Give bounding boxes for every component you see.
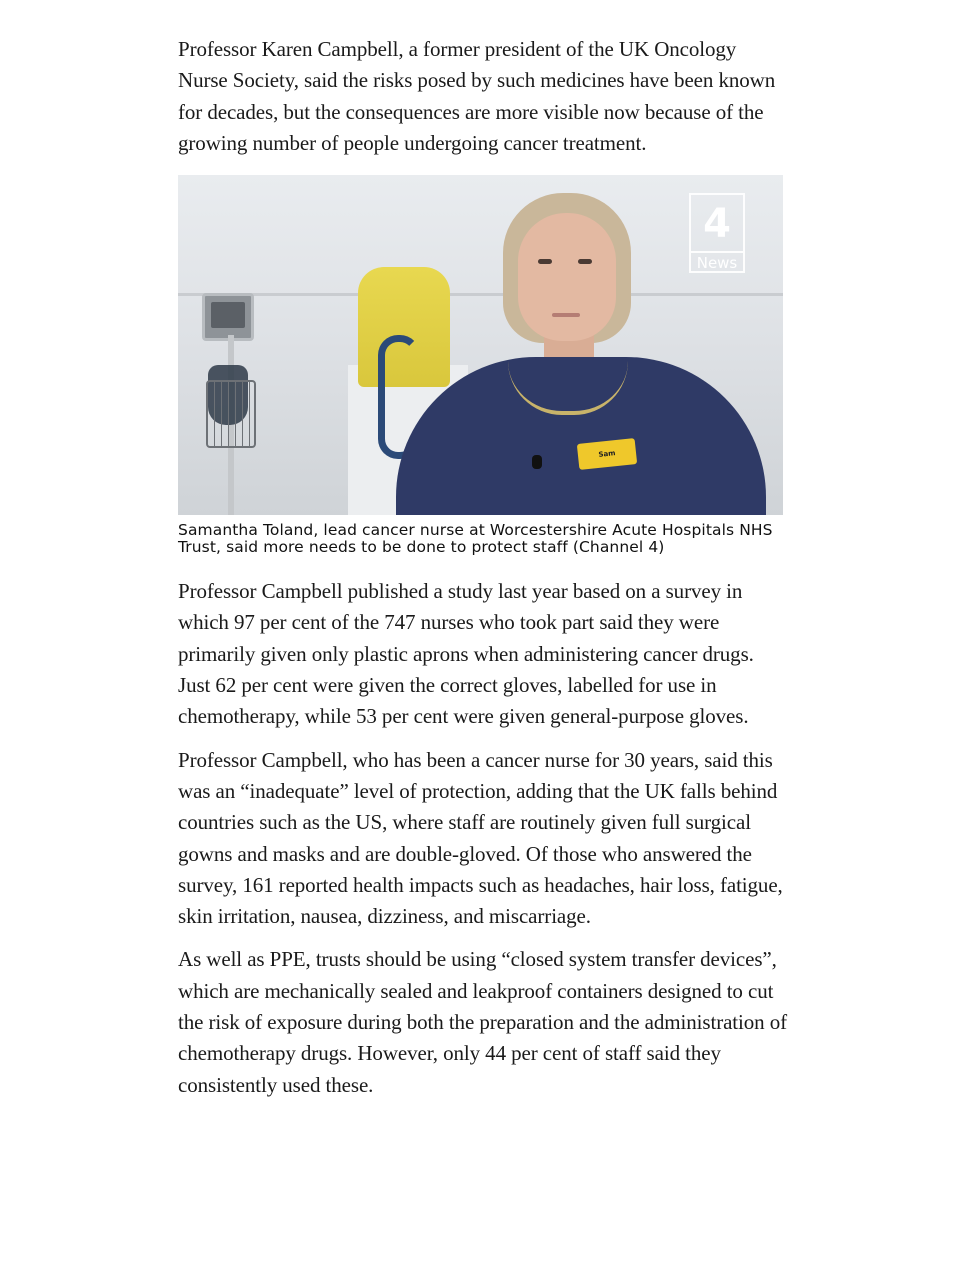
article-figure [178,175,788,556]
paragraph-ppe: As well as PPE, trusts should be using “closed system transfer devices”, which are mechanically sealed and leakproof containers designed to cut the risk of exposure during both the preparation and the administration of chemotherapy drugs. However, only 44 per cent of staff said they consistently used these. [178,947,788,1097]
channel4-news-logo [689,193,745,273]
article-body [178,34,788,1113]
logo-news-label: News [696,254,738,273]
paragraph-protection: Professor Campbell, who has been a cancer nurse for 30 years, said this was an “inadequate” level of protection, adding that the UK falls behind countries such as the US, where staff are routinely given full surgical gowns and masks and are double-gloved. Of those who answered the survey, 161 reported health impacts such as headaches, hair loss, fatigue, skin irritation, nausea, dizziness, and miscarriage. [178,747,783,929]
wall-rail [178,293,783,296]
figure-caption: Samantha Toland, lead cancer nurse at Worcestershire Acute Hospitals NHS Trust, said more needs to be done to protect staff (Channel 4) [178,521,773,557]
channel4-icon: 4 [703,201,731,248]
paragraph-intro: Professor Karen Campbell, a former president of the UK Oncology Nurse Society, said the risks posed by such medicines have been known for decades, but the consequences are more visible now because of the growing number of people undergoing cancer treatment. [178,37,776,155]
left-eye [538,259,552,264]
wall-monitor [202,293,254,341]
mouth [552,313,580,317]
nurse-face [518,213,616,341]
nurse-photo [178,175,783,515]
name-badge: Sam [577,438,637,470]
article-continuation [178,576,788,1101]
lapel-mic [532,455,542,469]
wire-basket [206,380,256,448]
right-eye [578,259,592,264]
paragraph-survey: Professor Campbell published a study last year based on a survey in which 97 per cent of the 747 nurses who took part said they were primarily given only plastic aprons when administering cancer drugs. Just 62 per cent were given the correct gloves, labelled for use in chemotherapy, while 53 per cent were given general-purpose gloves. [178,579,754,729]
